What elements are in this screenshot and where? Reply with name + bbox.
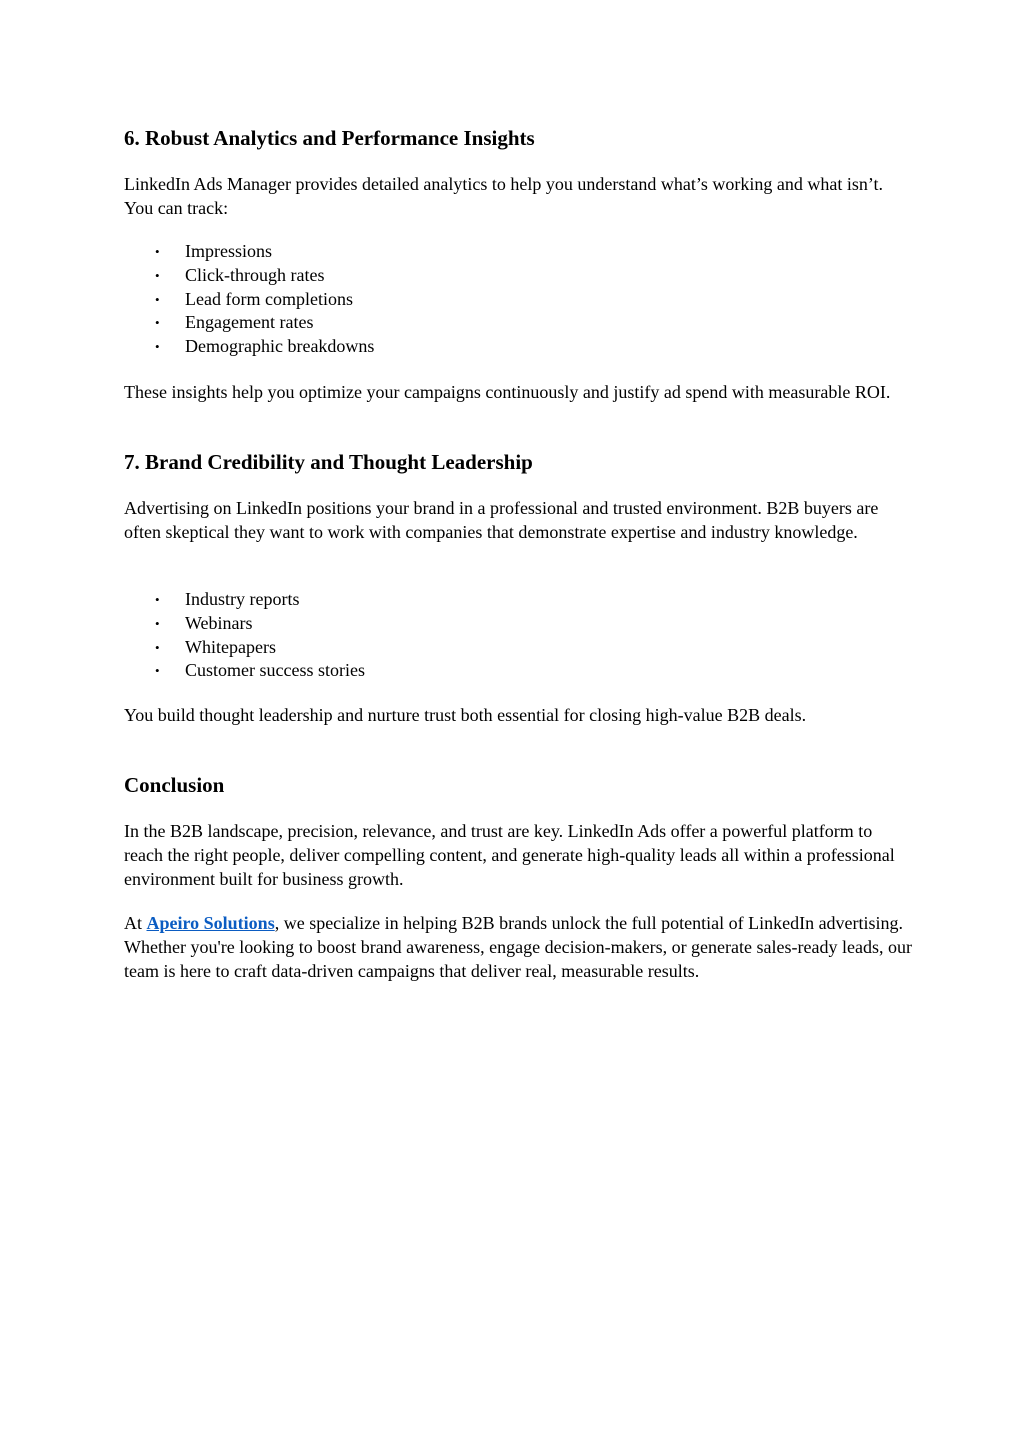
bullet-icon: • xyxy=(155,267,160,283)
bullet-icon: • xyxy=(155,339,160,355)
list-item xyxy=(124,612,914,636)
paragraph-text-after-link: , we specialize in helping B2B brands unlock the full potential of LinkedIn advertising. Whether you're looking to boost brand awareness, engage decision-makers, or generate sales-ready leads, our team is here to craft data-driven campaigns that deliver real, measurable results. xyxy=(124,913,912,981)
list-item xyxy=(124,240,914,264)
list-item xyxy=(124,636,914,660)
analytics-bullet-list xyxy=(124,240,914,359)
list-item xyxy=(124,311,914,335)
bullet-icon: • xyxy=(155,291,160,307)
list-item xyxy=(124,588,914,612)
brand-bullet-list xyxy=(124,588,914,683)
list-item xyxy=(124,264,914,288)
bullet-icon: • xyxy=(155,663,160,679)
apeiro-solutions-link[interactable]: Apeiro Solutions xyxy=(146,913,275,933)
list-item-text: Whitepapers xyxy=(185,636,276,657)
analytics-intro-paragraph: LinkedIn Ads Manager provides detailed analytics to help you understand what’s working and what isn’t. You can track: xyxy=(124,174,884,218)
bullet-icon: • xyxy=(155,244,160,259)
section-heading-brand-credibility: 7. Brand Credibility and Thought Leadership xyxy=(124,450,533,474)
list-item-text: Demographic breakdowns xyxy=(185,336,375,357)
list-item-text: Lead form completions xyxy=(185,288,353,309)
list-item-text: Click-through rates xyxy=(185,264,325,285)
list-item xyxy=(124,288,914,312)
section-heading-analytics: 6. Robust Analytics and Performance Insights xyxy=(124,126,535,150)
paragraph-text-before-link: At xyxy=(124,913,147,933)
conclusion-paragraph-1: In the B2B landscape, precision, relevance, and trust are key. LinkedIn Ads offer a powerful platform to reach the right people, deliver compelling content, and generate high-quality leads all within a professional environment built for business growth. xyxy=(124,821,895,889)
brand-intro-paragraph: Advertising on LinkedIn positions your brand in a professional and trusted environment. B2B buyers are often skeptical they want to work with companies that demonstrate expertise and industry knowledge. xyxy=(124,498,879,542)
bullet-icon: • xyxy=(155,639,160,655)
section-heading-conclusion: Conclusion xyxy=(124,773,225,797)
list-item-text: Webinars xyxy=(185,612,253,633)
list-item xyxy=(124,659,914,683)
bullet-icon: • xyxy=(155,615,160,631)
list-item-text: Impressions xyxy=(185,241,272,261)
conclusion-paragraph-2 xyxy=(124,911,914,983)
analytics-outro-paragraph: These insights help you optimize your campaigns continuously and justify ad spend with measurable ROI. xyxy=(124,382,891,402)
list-item-text: Industry reports xyxy=(185,589,300,609)
list-item xyxy=(124,335,914,359)
list-item-text: Engagement rates xyxy=(185,312,314,333)
brand-outro-paragraph: You build thought leadership and nurture trust both essential for closing high-value B2B deals. xyxy=(124,705,807,725)
list-item-text: Customer success stories xyxy=(185,660,365,681)
bullet-icon: • xyxy=(155,592,160,607)
bullet-icon: • xyxy=(155,315,160,331)
